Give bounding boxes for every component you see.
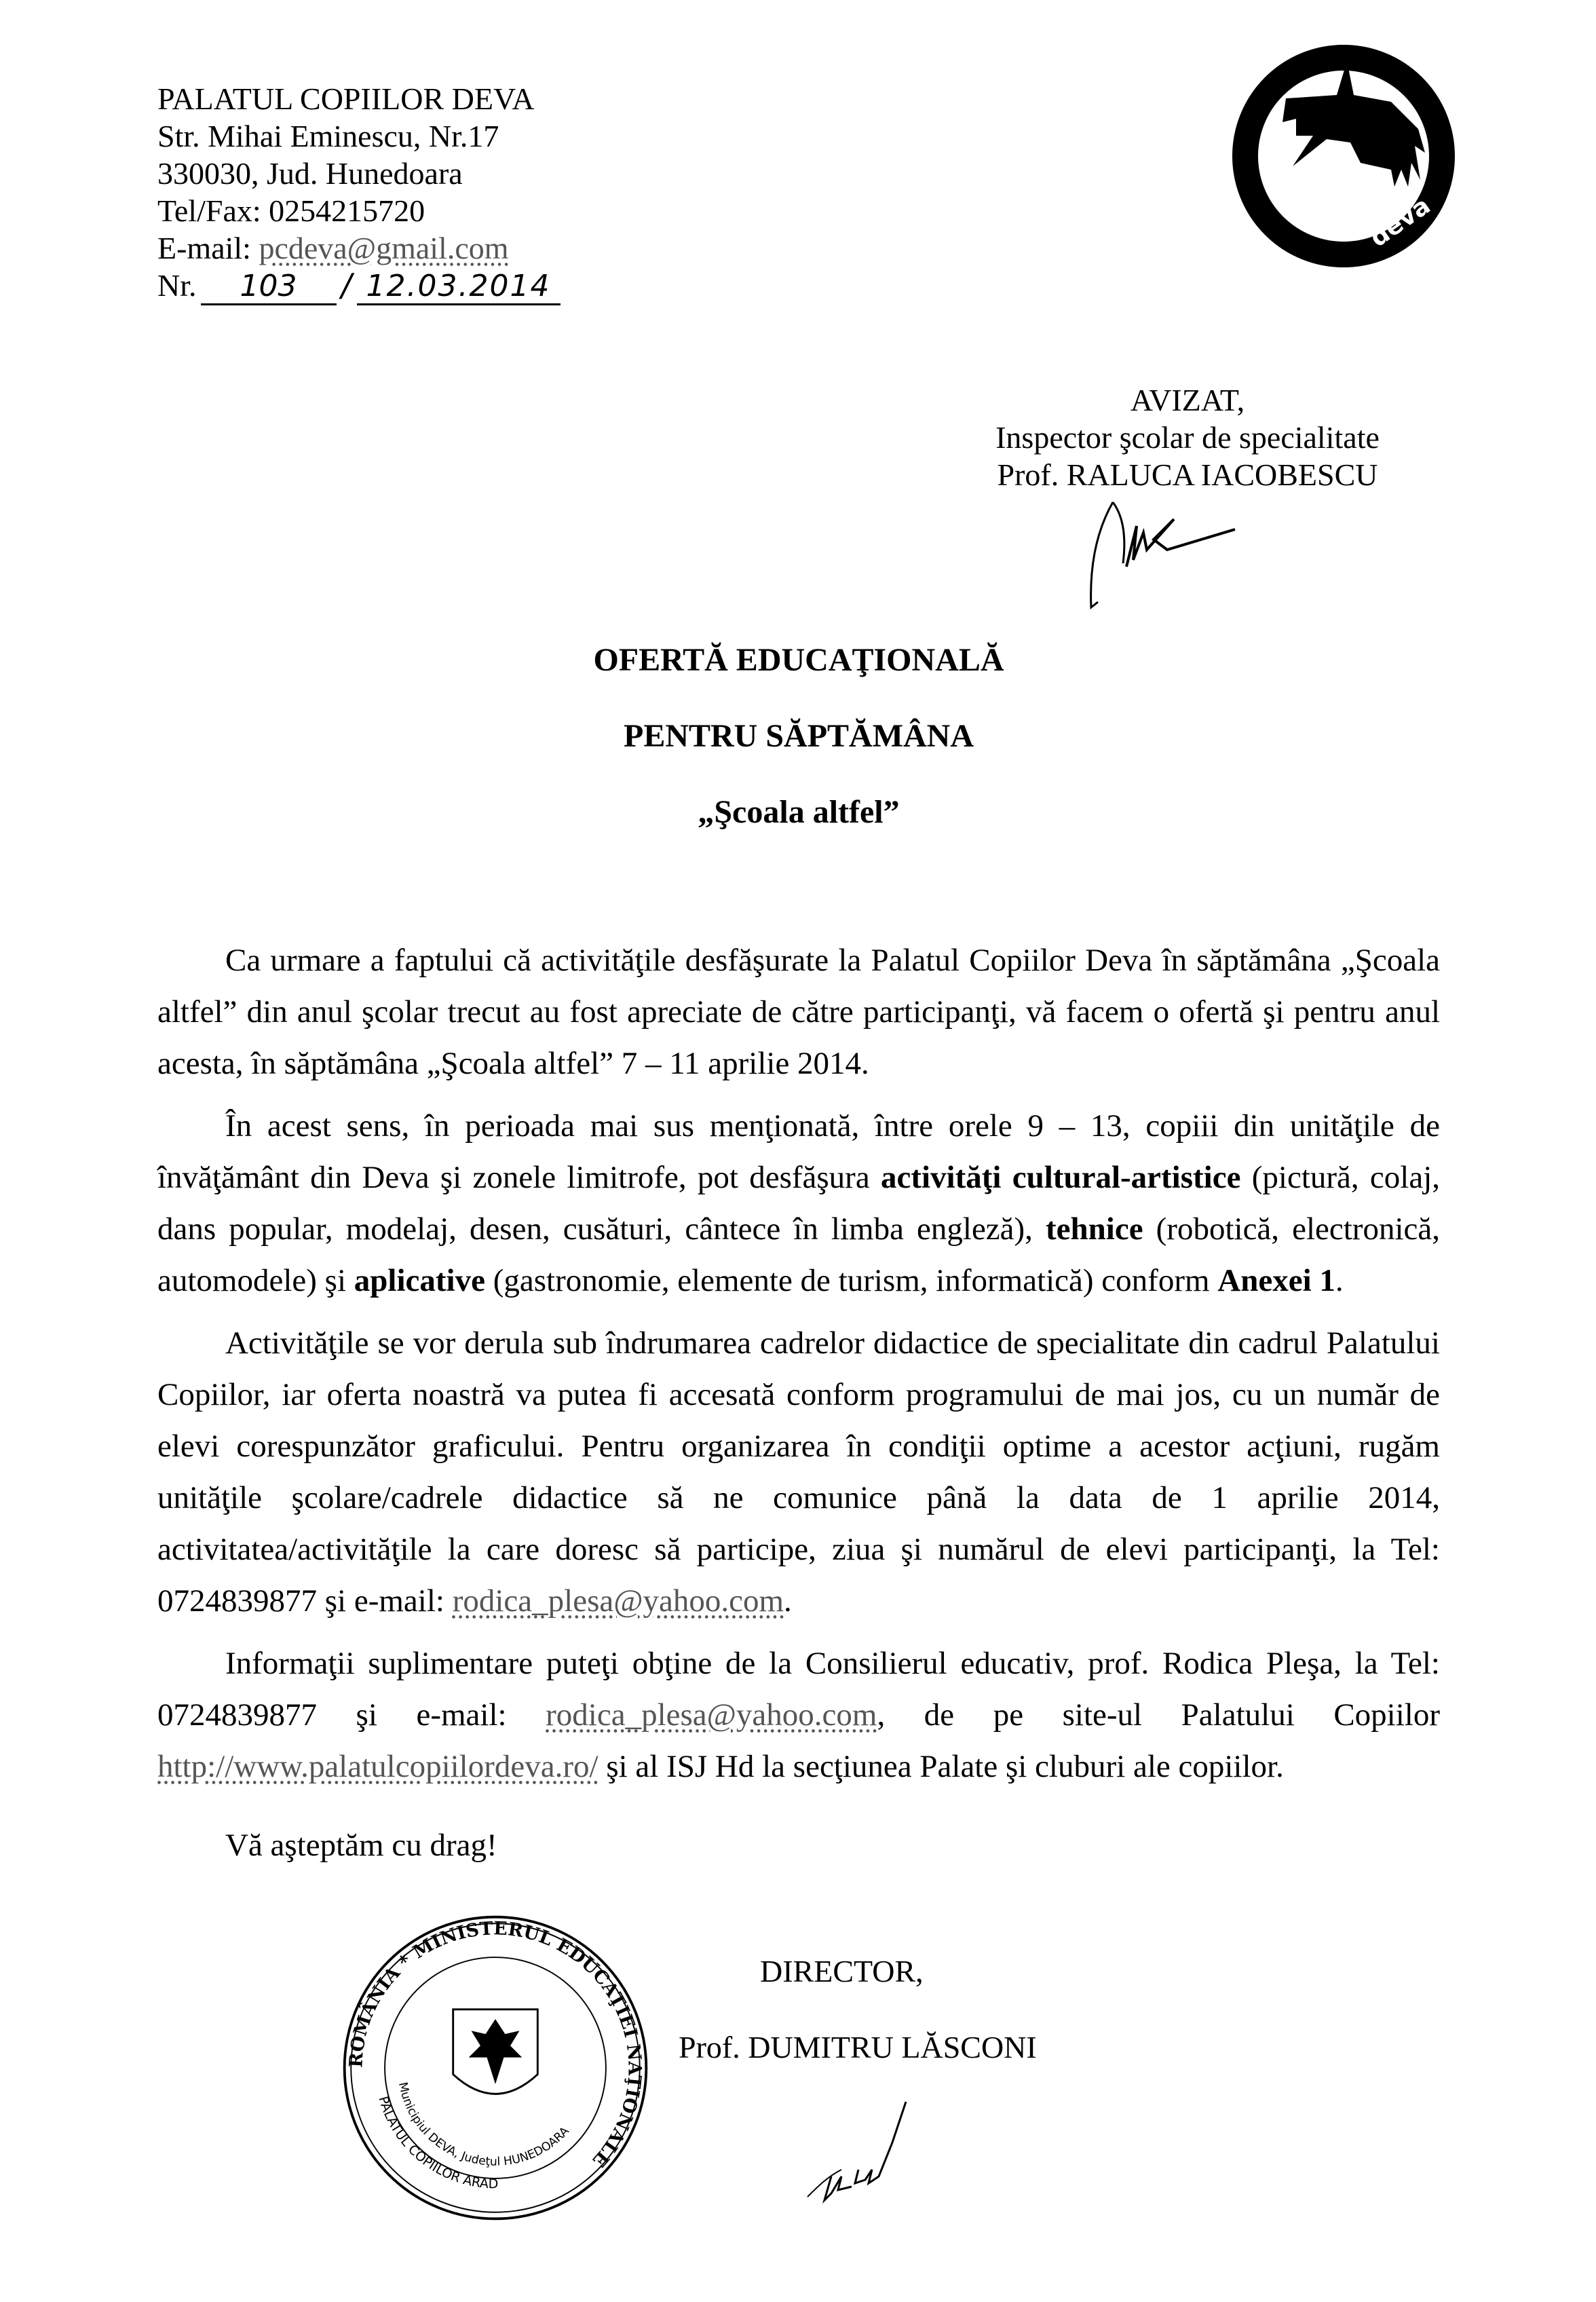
- phone-fax: Tel/Fax: 0254215720: [157, 193, 425, 228]
- p2-bold-anexa: Anexei 1: [1217, 1263, 1335, 1298]
- director-block: [679, 1952, 1154, 2067]
- document-body: [0, 640, 1596, 1871]
- p2-text: (pictură, colaj, dans popular, modelaj, desen, cusături, cântece în limba engleză),: [157, 1160, 1441, 1247]
- inspector-signature-icon: [1059, 499, 1282, 611]
- p2-bold-tehnice: tehnice: [1046, 1211, 1143, 1247]
- institution-name: PALATUL COPIILOR DEVA: [157, 81, 535, 116]
- document-subtitle: PENTRU SĂPTĂMÂNA: [624, 718, 974, 754]
- p2-bold-aplicative: aplicative: [354, 1263, 485, 1298]
- p2-text: (robotică, electronică, automodele) şi: [157, 1211, 1440, 1298]
- document-title: OFERTĂ EDUCAŢIONALĂ: [593, 642, 1004, 678]
- paragraph-info: [157, 1638, 1440, 1792]
- p4-text: Informaţii suplimentare puteţi obţine de la Consilierul educativ, prof. Rodica Pleşa, la Tel: 0724839877 şi e-mail:: [157, 1646, 1440, 1733]
- logo-text: deva: [1365, 191, 1436, 253]
- registration-number: [157, 267, 904, 305]
- stamp-inner-text: Municipiul DEVA, Judeţul HUNEDOARA: [395, 2081, 572, 2169]
- director-signature-icon: [801, 2075, 916, 2210]
- email-link[interactable]: pcdeva@gmail.com: [259, 231, 509, 265]
- p2-bold-cultural: activităţi cultural-artistice: [880, 1160, 1241, 1195]
- address-block: [157, 80, 904, 305]
- coat-of-arms-icon: [453, 2009, 538, 2094]
- approval-block: [950, 381, 1425, 493]
- stamp-middle-text: PALATUL COPIILOR ARAD: [375, 2094, 499, 2192]
- p2-text: .: [1335, 1263, 1344, 1298]
- signature-region: [0, 1912, 1596, 2292]
- address-street: Str. Mihai Eminescu, Nr.17: [157, 119, 499, 153]
- paragraph-activities: [157, 1100, 1440, 1306]
- approval-role: Inspector şcolar de specialitate: [995, 420, 1380, 455]
- p2-text: În acest sens, în perioada mai sus menţionată, între orele 9 – 13, copiii din unităţile de învăţământ din Deva şi zonele limitrofe, pot desfăşura: [157, 1108, 1440, 1195]
- approval-status: AVIZAT,: [1130, 383, 1245, 417]
- paragraph-intro: Ca urmare a faptului că activităţile desfăşurate la Palatul Copiilor Deva în săptămâna „Şcoala altfel” din anul şcolar trecut au fost apreciate de către participanţi, vă facem o ofertă şi pentru anul acesta, în săptămâna „Şcoala altfel” 7 – 11 aprilie 2014.: [157, 943, 1440, 1081]
- nr-date-handwritten: 12.03.2014: [357, 269, 560, 305]
- approval-name: Prof. RALUCA IACOBESCU: [997, 457, 1378, 492]
- contact-email-link[interactable]: rodica_plesa@yahoo.com: [546, 1697, 877, 1733]
- letterhead-region: [0, 0, 1596, 611]
- nr-label: Nr.: [157, 268, 197, 303]
- nr-separator: /: [341, 267, 352, 303]
- director-name: Prof. DUMITRU LĂSCONI: [679, 2030, 1037, 2064]
- stamp-outer-text: ROMÂNIA * MINISTERUL EDUCAŢIEI NAŢIONALE: [345, 1918, 645, 2171]
- program-name: „Şcoala altfel”: [698, 794, 900, 830]
- nr-value-handwritten: 103: [201, 269, 337, 305]
- address-city: 330030, Jud. Hunedoara: [157, 156, 463, 191]
- palatul-copiilor-logo-icon: [1232, 44, 1456, 268]
- p3-text: .: [784, 1583, 792, 1619]
- p4-text: , de pe site-ul Palatului Copiilor: [877, 1697, 1440, 1733]
- p3-text: Activităţile se vor derula sub îndrumarea cadrelor didactice de specialitate din cadrul Palatului Copiilor, iar oferta noastră va putea fi accesată conform programului de mai jos, cu un număr de elevi corespunzător graficului. Pentru organizarea în condiţii optime a acestor acţiuni, rugăm unităţile şcolare/cadrele didactice să ne comunice până la data de 1 aprilie 2014, activitatea/activităţile la care doresc să participe, ziua şi numărul de elevi participanţi, la Tel: 0724839877 şi e-mail:: [157, 1325, 1440, 1619]
- contact-email-link[interactable]: rodica_plesa@yahoo.com: [452, 1583, 784, 1619]
- paragraph-organization: [157, 1317, 1440, 1627]
- p2-text: (gastronomie, elemente de turism, informatică) conform: [484, 1263, 1218, 1298]
- director-title: DIRECTOR,: [760, 1954, 924, 1988]
- closing-line: Vă aşteptăm cu drag!: [225, 1828, 497, 1863]
- official-stamp-icon: [339, 1912, 651, 2224]
- email-label: E-mail:: [157, 231, 259, 265]
- p4-text: şi al ISJ Hd la secţiunea Palate şi cluburi ale copiilor.: [598, 1749, 1284, 1784]
- email-line: [157, 229, 904, 267]
- website-link[interactable]: http://www.palatulcopiilordeva.ro/: [157, 1749, 598, 1784]
